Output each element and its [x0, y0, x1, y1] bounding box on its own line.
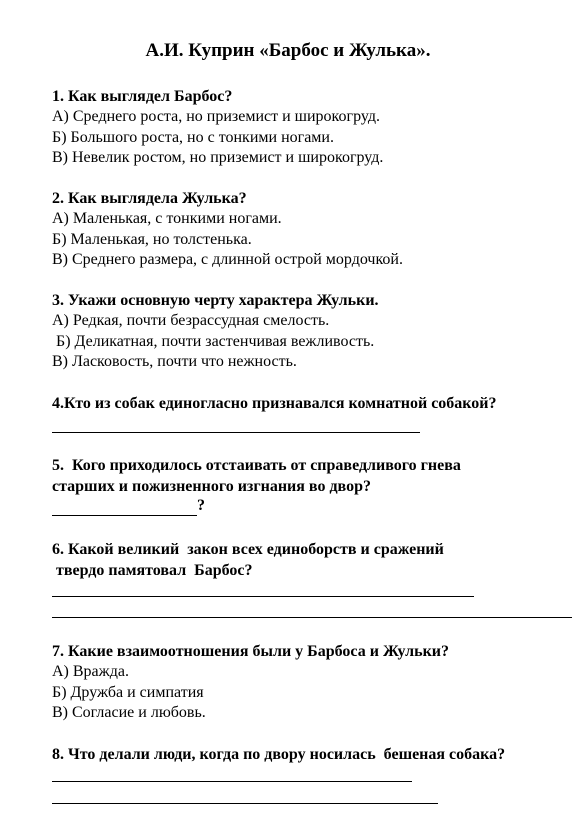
question-3 [52, 290, 572, 373]
question-1-option-b: Б) Большого роста, но с тонкими ногами. [52, 128, 334, 146]
question-2-option-a: А) Маленькая, с тонкими ногами. [52, 210, 282, 227]
question-3-option-b: Б) Деликатная, почти застенчивая вежливость. [52, 332, 375, 350]
question-2-option-b: Б) Маленькая, но толстенька. [52, 230, 252, 248]
question-1-option-c: В) Невелик ростом, но приземист и широкогруд. [52, 149, 384, 166]
question-7 [52, 641, 572, 724]
question-4 [52, 393, 572, 414]
question-4-text: 4.Кто из собак единогласно признавался комнатной собакой? [52, 395, 497, 412]
question-1-text: 1. Как выглядел Барбос? [52, 88, 233, 105]
question-5-trailing-mark: ? [197, 497, 205, 514]
question-2-option-c: В) Среднего размера, с длинной острой мордочкой. [52, 251, 403, 268]
answer-line-4[interactable] [52, 432, 420, 433]
question-6 [52, 539, 572, 581]
worksheet-title: А.И. Куприн «Барбос и Жулька». [145, 40, 431, 61]
question-3-option-c: В) Ласковость, почти что нежность. [52, 353, 297, 370]
answer-line-6a[interactable] [52, 596, 474, 597]
answer-line-6b[interactable] [52, 617, 572, 618]
question-1-option-a: А) Среднего роста, но приземист и широкогруд. [52, 108, 380, 125]
question-7-text: 7. Какие взаимоотношения были у Барбоса и Жульки? [52, 643, 450, 660]
answer-line-8b[interactable] [52, 803, 438, 804]
question-7-option-a: А) Вражда. [52, 663, 129, 680]
question-2-text: 2. Как выглядела Жулька? [52, 190, 247, 207]
question-5-line-1: 5. Кого приходилось отстаивать от справедливого гнева [52, 457, 461, 474]
question-6-line-2: твердо памятовал Барбос? [52, 562, 253, 579]
question-7-option-b: Б) Дружба и симпатия [52, 683, 204, 701]
question-8-text: 8. Что делали люди, когда по двору носилась бешеная собака? [52, 746, 506, 763]
question-6-line-1: 6. Какой великий закон всех единоборств и сражений [52, 541, 444, 558]
question-1 [52, 86, 572, 169]
question-2 [52, 188, 572, 271]
answer-line-8a[interactable] [52, 781, 412, 782]
question-8 [52, 744, 572, 765]
question-5-line-2: старших и пожизненного изгнания во двор? [52, 478, 371, 495]
question-3-text: 3. Укажи основную черту характера Жульки. [52, 292, 379, 309]
answer-line-5[interactable] [52, 515, 197, 516]
question-3-option-a: А) Редкая, почти безрассудная смелость. [52, 312, 330, 329]
question-7-option-c: В) Согласие и любовь. [52, 704, 206, 721]
question-5 [52, 455, 572, 497]
